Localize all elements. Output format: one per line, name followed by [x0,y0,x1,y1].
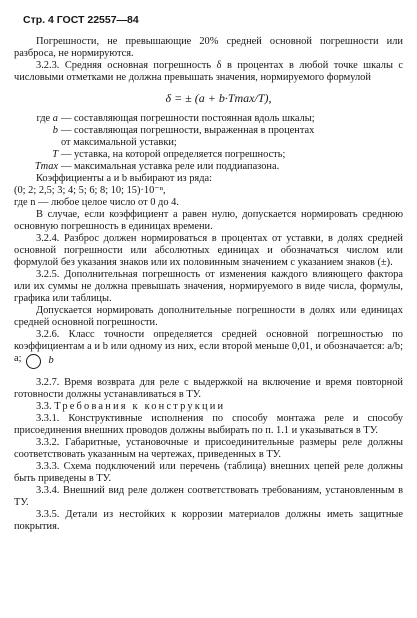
document-body [14,36,403,533]
definition-b: b — составляющая погрешности, выраженная в процентах [52,125,315,136]
paragraph-3-3-2: 3.3.2. Габаритные, установочные и присоединительные размеры реле должны соответствовать указанным на чертежах, приведенных в ТУ. [14,437,403,460]
definition-b-continued: от максимальной уставки; [61,137,177,148]
definition-t: T — уставка, на которой определяется погрешность; [52,149,286,160]
paragraph-3-2-3: 3.2.3. Средняя основная погрешность δ в процентах в любой точке шкалы с числовыми отметками не должна превышать значения, нормируемого формулой [14,60,403,83]
page-header: Стр. 4 ГОСТ 22557—84 [23,14,139,26]
paragraph-coefficients: Коэффициенты a и b выбирают из ряда: [36,173,213,184]
paragraph-3-3-4: 3.3.4. Внешний вид реле должен соответствовать требованиям, установленным в ТУ. [14,485,403,508]
definition-a: где a — составляющая погрешности постоянная вдоль шкалы; [36,113,315,124]
class-symbol-circle: b [26,354,41,369]
paragraph-3-3-3: 3.3.3. Схема подключений или перечень (таблица) внешних цепей реле должны быть приведены в ТУ. [14,461,403,484]
paragraph-3-3-1: 3.3.1. Конструктивные исполнения по способу монтажа реле и способу присоединения внешних проводов должны выбирать по п. 1.1 и указываться в ТУ. [14,413,403,436]
paragraph-n: где n — любое целое число от 0 до 4. [14,197,179,208]
paragraph-3-2-7: 3.2.7. Время возврата для реле с выдержкой на включение и время повторной готовности должны устанавливаться в ТУ. [14,377,403,400]
paragraph: Погрешности, не превышающие 20% средней основной погрешности или разброса, не нормируются. [14,36,403,59]
paragraph: Допускается нормировать дополнительные погрешности в долях или единицах средней основной погрешности. [14,305,403,328]
definition-tmax: Tmax — максимальная уставка реле или поддиапазона. [34,161,280,172]
coefficient-series: (0; 2; 2,5; 3; 4; 5; 6; 8; 10; 15)·10⁻ⁿ, [14,185,166,196]
definitions [14,113,403,173]
paragraph-3-2-6: 3.2.6. Класс точности определяется средней основной погрешностью по коэффициентам a и b или одному из них, если второй меньше 0,01, и обозначается: a/b; a; b [14,329,403,369]
formula: δ = ± (a + b·Tmax/T), [165,91,272,105]
paragraph-3-2-4: 3.2.4. Разброс должен нормироваться в процентах от уставки, в долях средней основной погрешности или абсолютных единицах и обозначаться числом или формулой без указания знаков или их половинным значением с указанием знаков (±). [14,233,403,268]
paragraph-3-2-5: 3.2.5. Дополнительная погрешность от изменения каждого влияющего фактора или их суммы не должна превышать значения, нормируемого в виде числа, формулы, графика или таблицы. [14,269,403,304]
paragraph-3-3-5: 3.3.5. Детали из нестойких к коррозии материалов должны иметь защитные покрытия. [14,509,403,532]
section-heading-3-3: 3.3. Требования к конструкции [36,401,226,412]
paragraph: В случае, если коэффициент a равен нулю, допускается нормировать среднюю основную погрешность в единицах времени. [14,209,403,232]
